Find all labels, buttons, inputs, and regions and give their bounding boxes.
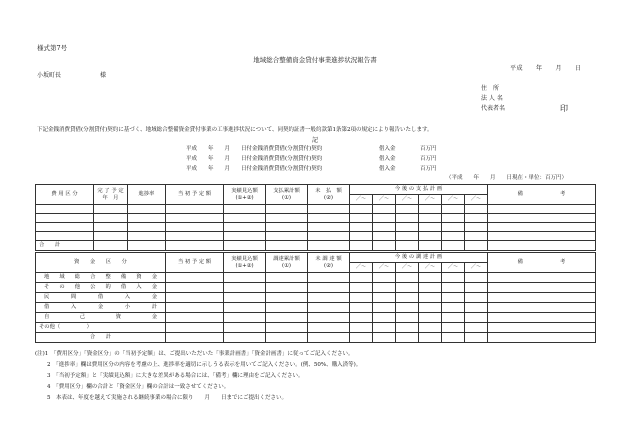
paid-total-header: 支払累計額 (①) bbox=[266, 185, 308, 205]
as-of-date: （平成 年 月 日現在・単位：百万円） bbox=[446, 175, 568, 181]
table-row bbox=[36, 232, 596, 241]
payment-plan-header: 今 後 の 支 払 計 画 bbox=[350, 185, 488, 195]
expense-category-header: 費 用 区 分 bbox=[36, 185, 94, 205]
plan-period-3: ／〜 bbox=[396, 195, 419, 205]
address-label: 住 所 bbox=[481, 85, 500, 92]
table-row bbox=[36, 223, 596, 232]
seal-mark: 印 bbox=[560, 104, 568, 113]
plan-period-5: ／〜 bbox=[442, 195, 465, 205]
note-5: 5 本表は、年度を越えて実施される継続事業の場合に限り 月 日までにご提出ください。 bbox=[47, 395, 288, 401]
fund-total-label: 合 計 bbox=[36, 333, 166, 343]
remarks-header: 備 考 bbox=[488, 185, 596, 205]
table-row bbox=[36, 214, 596, 223]
fund-total-row bbox=[36, 333, 596, 343]
report-date: 平成 年 月 日 bbox=[510, 65, 582, 72]
actual-estimate-header: 実績見込額 (①+②) bbox=[224, 185, 266, 205]
fund-plan-period-5: ／〜 bbox=[442, 263, 465, 273]
fund-row-label: 自己資金 bbox=[36, 313, 166, 323]
fund-plan-period-6: ／〜 bbox=[465, 263, 488, 273]
progress-header: 進捗率 bbox=[128, 185, 166, 205]
ki-heading: 記 bbox=[312, 137, 319, 144]
representative-label: 代表者名 bbox=[481, 105, 506, 112]
plan-period-4: ／〜 bbox=[419, 195, 442, 205]
table-row bbox=[36, 293, 596, 303]
fund-initial-plan-header: 当 初 予 定 額 bbox=[166, 253, 224, 273]
note-4: 4 「費用区分」欄の合計と「資金区分」欄の合計は一致させてください。 bbox=[47, 384, 230, 390]
fund-row-label: 民間借入金 bbox=[36, 293, 166, 303]
table-row bbox=[36, 283, 596, 293]
fund-row-label: その他（ ） bbox=[36, 323, 166, 333]
corp-name-label: 法 人 名 bbox=[481, 95, 503, 102]
unraised-header: 未 調 達 額 (②) bbox=[308, 253, 350, 273]
completion-header: 完 了 予 定 年 月 bbox=[94, 185, 128, 205]
table-row bbox=[36, 205, 596, 214]
addressee: 小坂町長 bbox=[37, 72, 62, 79]
document-title: 地域総合整備資金貸付事業進捗状況報告書 bbox=[253, 56, 377, 64]
fund-plan-period-1: ／〜 bbox=[350, 263, 373, 273]
expense-progress-table bbox=[35, 184, 596, 251]
fund-procurement-table bbox=[35, 252, 596, 343]
plan-period-2: ／〜 bbox=[373, 195, 396, 205]
table-row bbox=[36, 323, 596, 333]
body-text: 下記金銭消費貸借(分割貸付)契約に基づく、地域総合整備資金貸付事業の工事進捗状況について、同契約証書一般約款第1条第2項の規定により報告いたします。 bbox=[37, 127, 433, 133]
note-1: (注)1 「費用区分」「資金区分」の「当初予定額」は、ご提出いただいた「事業計画書」「資金計画書」に従ってご記入ください。 bbox=[35, 351, 354, 357]
expense-total-label: 合 計 bbox=[36, 241, 94, 251]
loan-line-1: 平成 年 月 日付金銭消費貸借(分割貸付)契約 借入金 百万円 bbox=[186, 146, 437, 152]
fund-row-label: 地域総合整備資金 bbox=[36, 273, 166, 283]
fund-category-header: 資 金 区 分 bbox=[36, 253, 166, 273]
fund-plan-period-2: ／〜 bbox=[373, 263, 396, 273]
loan-line-3: 平成 年 月 日付金銭消費貸借(分割貸付)契約 借入金 百万円 bbox=[186, 166, 437, 172]
fund-row-label: 借入金小計 bbox=[36, 303, 166, 313]
loan-line-2: 平成 年 月 日付金銭消費貸借(分割貸付)契約 借入金 百万円 bbox=[186, 156, 437, 162]
form-number: 様式第7号 bbox=[37, 44, 68, 52]
procurement-plan-header: 今 後 の 調 達 計 画 bbox=[350, 253, 488, 263]
fund-plan-period-3: ／〜 bbox=[396, 263, 419, 273]
note-3: 3 「当初予定額」と「実績見込額」に大きな差異がある場合には、「備考」欄に理由をご記入ください。 bbox=[47, 373, 304, 379]
table-row bbox=[36, 273, 596, 283]
fund-remarks-header: 備 考 bbox=[488, 253, 596, 273]
note-2: 2 「進捗率」欄は費用区分の内容を考慮の上、進捗率を適切に示しうる表示を用いてご記入ください。(例、50%、購入済等)。 bbox=[47, 362, 362, 368]
table-row bbox=[36, 303, 596, 313]
initial-plan-header: 当 初 予 定 額 bbox=[166, 185, 224, 205]
fund-row-label: その他公的借入金 bbox=[36, 283, 166, 293]
table-row bbox=[36, 313, 596, 323]
raised-total-header: 調達累計額 (①) bbox=[266, 253, 308, 273]
plan-period-1: ／〜 bbox=[350, 195, 373, 205]
fund-plan-period-4: ／〜 bbox=[419, 263, 442, 273]
expense-total-row bbox=[36, 241, 596, 251]
unpaid-header: 未 払 額 (②) bbox=[308, 185, 350, 205]
honorific: 様 bbox=[100, 72, 107, 79]
plan-period-6: ／〜 bbox=[465, 195, 488, 205]
fund-actual-estimate-header: 実績見込額 (①+②) bbox=[224, 253, 266, 273]
